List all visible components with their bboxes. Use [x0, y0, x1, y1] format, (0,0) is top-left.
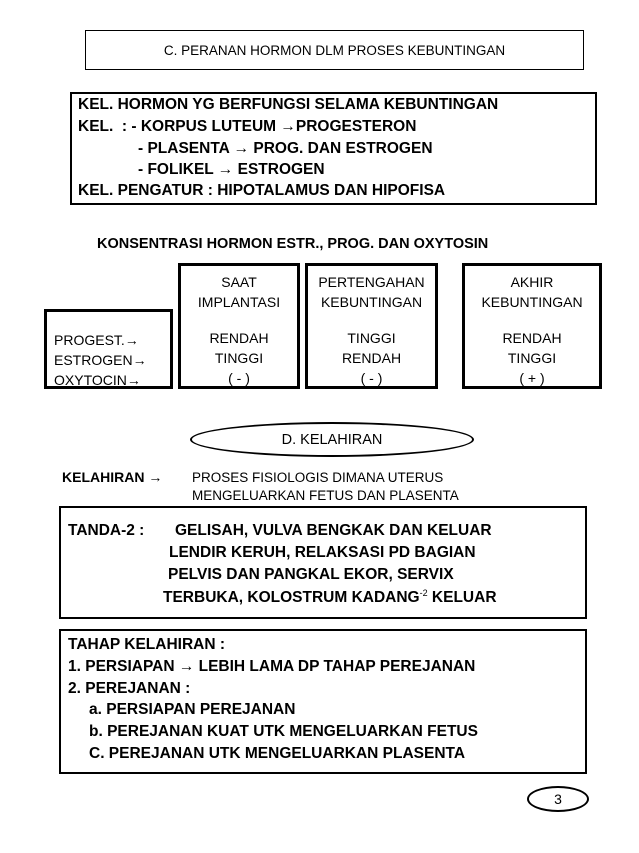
cell-value: ( - ): [360, 370, 383, 386]
section-d-heading: D. KELAHIRAN: [190, 422, 474, 457]
tanda-line-text: TERBUKA, KOLOSTRUM KADANG: [163, 589, 420, 607]
hormon-line: KEL. : - KORPUS LUTEUM →PROGESTERON: [78, 118, 417, 135]
kelahiran-definition: MENGELUARKAN FETUS DAN PLASENTA: [192, 488, 459, 503]
kelahiran-term: KELAHIRAN →: [62, 469, 163, 485]
tahap-line: 2. PEREJANAN :: [68, 680, 191, 697]
hormon-line: KEL. HORMON YG BERFUNGSI SELAMA KEBUNTINGAN: [78, 96, 499, 113]
tanda-line: GELISAH, VULVA BENGKAK DAN KELUAR: [175, 522, 492, 539]
hormon-line: KEL. PENGATUR : HIPOTALAMUS DAN HIPOFISA: [78, 182, 446, 199]
tahap-box: [59, 629, 587, 774]
cell-value: RENDAH: [502, 330, 562, 346]
hormon-line: - FOLIKEL → ESTROGEN: [138, 161, 325, 178]
column-saat-implantasi: [178, 263, 300, 389]
row-label: PROGEST.→: [54, 332, 139, 348]
konsentrasi-heading: KONSENTRASI HORMON ESTR., PROG. DAN OXYTOSIN: [97, 236, 489, 252]
tanda-line: PELVIS DAN PANGKAL EKOR, SERVIX: [168, 566, 454, 583]
cell-value: ( - ): [228, 370, 250, 386]
column-header: IMPLANTASI: [197, 294, 281, 310]
tanda-line: [163, 588, 497, 607]
column-header: KEBUNTINGAN: [320, 294, 423, 310]
tanda-line: LENDIR KERUH, RELAKSASI PD BAGIAN: [169, 544, 476, 561]
cell-value: RENDAH: [209, 330, 269, 346]
tanda-box: [59, 506, 587, 619]
cell-value: TINGGI: [507, 350, 557, 366]
cell-value: ( + ): [519, 370, 545, 386]
row-label: ESTROGEN→: [54, 352, 147, 368]
superscript: -2: [419, 588, 428, 598]
tahap-line: a. PERSIAPAN PEREJANAN: [89, 701, 296, 718]
row-labels-box: [44, 309, 173, 389]
tanda-line-tail: KELUAR: [427, 589, 497, 607]
tahap-line: 1. PERSIAPAN → LEBIH LAMA DP TAHAP PEREJANAN: [68, 658, 476, 675]
hormon-line: - PLASENTA → PROG. DAN ESTROGEN: [138, 140, 433, 157]
hormon-group-box: [70, 92, 597, 205]
column-pertengahan: [305, 263, 438, 389]
tahap-line: TAHAP KELAHIRAN :: [68, 636, 226, 653]
tahap-line: C. PEREJANAN UTK MENGELUARKAN PLASENTA: [89, 745, 466, 762]
column-header: AKHIR: [510, 274, 554, 290]
column-header: PERTENGAHAN: [318, 274, 425, 290]
cell-value: TINGGI: [347, 330, 396, 346]
cell-value: RENDAH: [341, 350, 402, 366]
section-title: C. PERANAN HORMON DLM PROSES KEBUNTINGAN: [85, 30, 584, 70]
column-header: KEBUNTINGAN: [481, 294, 583, 310]
row-label: OXYTOCIN→: [54, 372, 141, 388]
page-number: 3: [527, 786, 589, 812]
column-akhir: [462, 263, 602, 389]
column-header: SAAT: [221, 274, 257, 290]
tanda-label: TANDA-2 :: [68, 522, 145, 539]
tahap-line: b. PEREJANAN KUAT UTK MENGELUARKAN FETUS: [89, 723, 478, 740]
cell-value: TINGGI: [214, 350, 264, 366]
kelahiran-definition: PROSES FISIOLOGIS DIMANA UTERUS: [192, 470, 444, 485]
